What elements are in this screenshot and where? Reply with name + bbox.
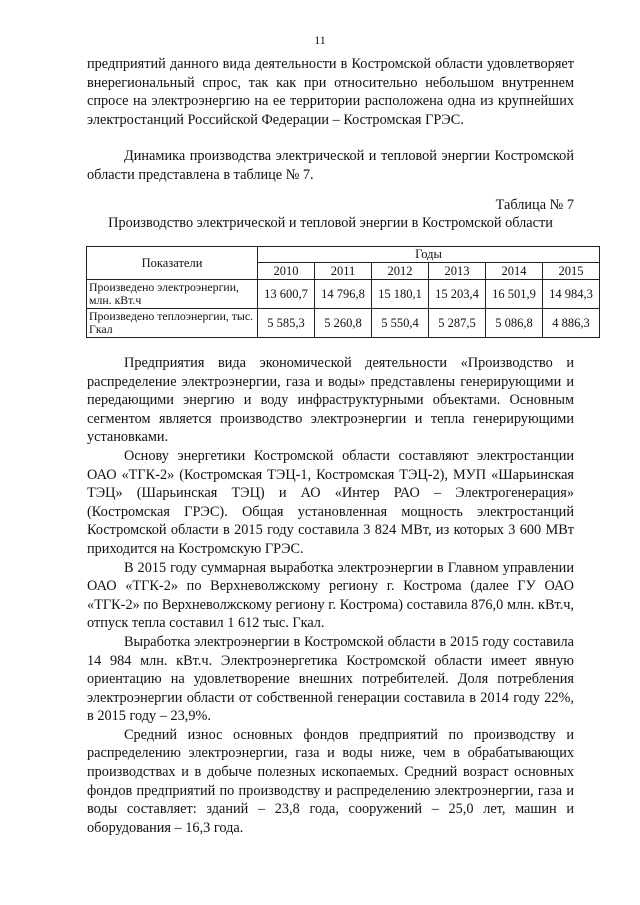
header-year: 2015 — [543, 263, 600, 280]
paragraph: Динамика производства электрической и тепловой энергии Костромской области представлена в таблице № 7. — [87, 148, 574, 183]
row-name: Произведено электроэнергии, млн. кВт.ч — [87, 280, 258, 309]
header-indicator: Показатели — [87, 247, 258, 280]
table-header-row — [87, 247, 600, 263]
production-table — [86, 246, 600, 338]
table-label: Таблица № 7 — [495, 197, 574, 213]
header-years: Годы — [258, 247, 600, 263]
header-year: 2012 — [372, 263, 429, 280]
table-cell: 14 796,8 — [315, 280, 372, 309]
header-year: 2014 — [486, 263, 543, 280]
table-row — [87, 309, 600, 338]
table-cell: 5 287,5 — [429, 309, 486, 338]
table-cell: 5 260,8 — [315, 309, 372, 338]
paragraph: Средний износ основных фондов предприятий по производству и распределению электроэнергии, газа и воды ниже, чем в обрабатывающих производствах и в добыче полезных ископаемых. Средний возраст основных фондов предприятий по производству и распределению электроэнергии, газа и воды составляет: зданий – 23,8 года, сооружений – 25,0 лет, машин и оборудования – 16,3 года. — [87, 726, 574, 836]
table-row — [87, 280, 600, 309]
table-cell: 5 086,8 — [486, 309, 543, 338]
table-title: Производство электрической и тепловой энергии в Костромской области — [108, 215, 553, 231]
table-cell: 15 180,1 — [372, 280, 429, 309]
paragraph: Предприятия вида экономической деятельности «Производство и распределение электроэнергии, газа и воды» представлены генерирующими и передающими энергию и воду инфраструктурными объектами. Основным сегментом является производство электроэнергии и тепла генерирующими установками. — [87, 355, 574, 446]
row-name: Произведено теплоэнергии, тыс. Гкал — [87, 309, 258, 338]
body-text-bottom — [87, 354, 574, 837]
table-cell: 15 203,4 — [429, 280, 486, 309]
paragraph: В 2015 году суммарная выработка электроэнергии в Главном управлении ОАО «ТГК-2» по Верхневолжскому региону г. Кострома (далее ГУ ОАО «ТГК-2» по Верхневолжскому региону г. Кострома) составила 876,0 млн. кВт.ч, отпуск тепла составил 1 612 тыс. Гкал. — [87, 559, 574, 632]
table-cell: 16 501,9 — [486, 280, 543, 309]
header-year: 2013 — [429, 263, 486, 280]
header-year: 2011 — [315, 263, 372, 280]
table-cell: 4 886,3 — [543, 309, 600, 338]
table-cell: 13 600,7 — [258, 280, 315, 309]
table-cell: 5 585,3 — [258, 309, 315, 338]
header-year: 2010 — [258, 263, 315, 280]
paragraph: Выработка электроэнергии в Костромской области в 2015 году составила 14 984 млн. кВт.ч. Электроэнергетика Костромской области имеет явную ориентацию на удовлетворение внешних потребителей. Доля потребления электроэнергии области от собственной генерации составила в 2014 году 22%, в 2015 году – 23,9%. — [87, 633, 574, 725]
table-cell: 14 984,3 — [543, 280, 600, 309]
paragraph: Основу энергетики Костромской области составляют электростанции ОАО «ТГК-2» (Костромская ТЭЦ-1, Костромская ТЭЦ-2), МУП «Шарьинская ТЭЦ» (Шарьинская ТЭЦ) и АО «Интер РАО – Электрогенерация» (Костромская ГРЭС). Общая установленная мощность электростанций Костромской области в 2015 году составила 3 824 МВт, из которых 3 600 МВт приходится на Костромскую ГРЭС. — [87, 447, 574, 557]
paragraph: предприятий данного вида деятельности в Костромской области удовлетворяет внерегиональный спрос, так как при относительно небольшом внутреннем спросе на электроэнергию на ее территории расположена одна из крупнейших электростанций Российской Федерации – Костромская ГРЭС. — [87, 56, 574, 128]
paragraph-table-reference — [87, 147, 574, 184]
paragraph-intro — [87, 55, 574, 129]
page-number: 11 — [314, 33, 326, 47]
table-cell: 5 550,4 — [372, 309, 429, 338]
